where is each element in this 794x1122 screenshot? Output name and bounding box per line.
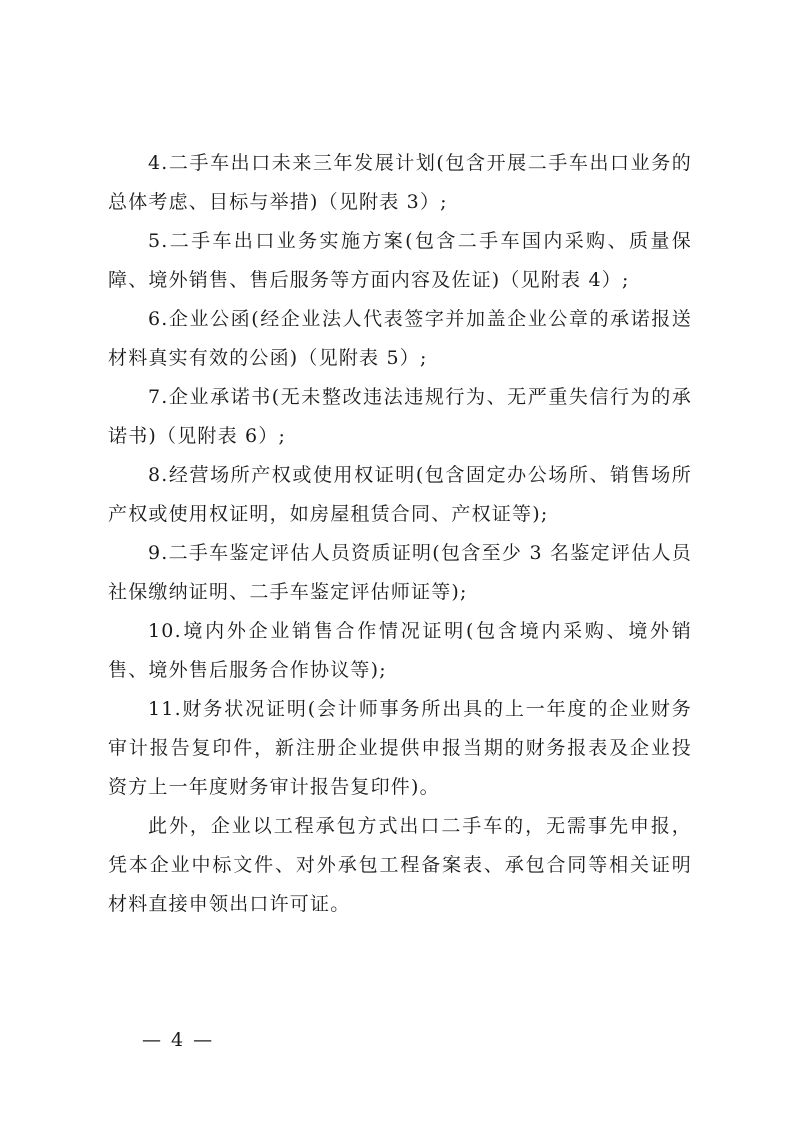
list-item-4: 4.二手车出口未来三年发展计划(包含开展二手车出口业务的总体考虑、目标与举措)（见附表 3）;	[108, 152, 692, 213]
list-item-10: 10.境内外企业销售合作情况证明(包含境内采购、境外销售、境外售后服务合作协议等);	[108, 620, 692, 681]
list-item-6: 6.企业公函(经企业法人代表签字并加盖企业公章的承诺报送材料真实有效的公函)（见附表 5）;	[108, 308, 692, 369]
list-item-11: 11.财务状况证明(会计师事务所出具的上一年度的企业财务审计报告复印件，新注册企业提供申报当期的财务报表及企业投资方上一年度财务审计报告复印件)。	[108, 698, 692, 798]
page-number: — 4 —	[142, 1029, 215, 1051]
list-item-9: 9.二手车鉴定评估人员资质证明(包含至少 3 名鉴定评估人员社保缴纳证明、二手车鉴定评估师证等);	[108, 542, 692, 603]
list-item-8: 8.经营场所产权或使用权证明(包含固定办公场所、销售场所产权或使用权证明，如房屋租赁合同、产权证等);	[108, 464, 692, 525]
list-item-7: 7.企业承诺书(无未整改违法违规行为、无严重失信行为的承诺书)（见附表 6）;	[108, 386, 692, 447]
closing-paragraph: 此外，企业以工程承包方式出口二手车的，无需事先申报，凭本企业中标文件、对外承包工程备案表、承包合同等相关证明材料直接申领出口许可证。	[108, 815, 692, 915]
list-item-5: 5.二手车出口业务实施方案(包含二手车国内采购、质量保障、境外销售、售后服务等方面内容及佐证)（见附表 4）;	[108, 230, 692, 291]
body-text	[108, 144, 692, 924]
